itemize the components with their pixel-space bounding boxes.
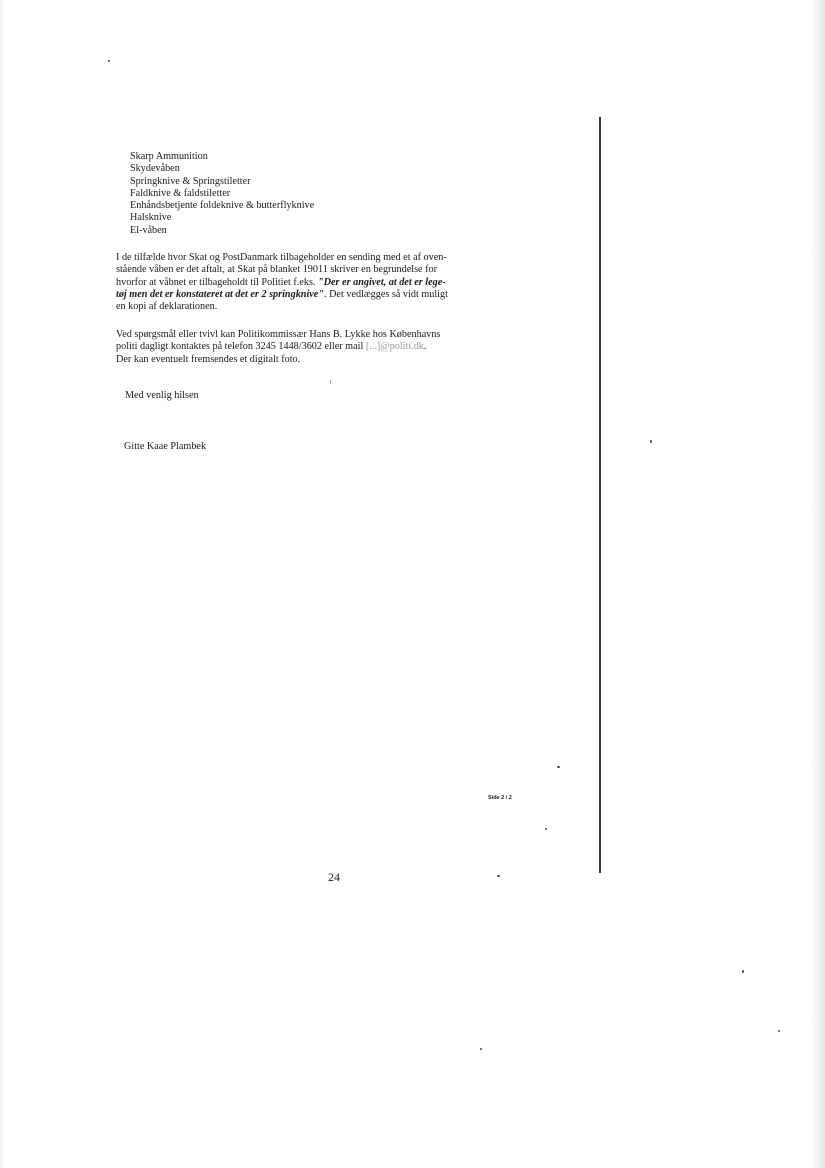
closing-greeting: Med venlig hilsen xyxy=(125,390,199,401)
text-fragment: . xyxy=(423,341,427,353)
scan-speck xyxy=(480,1048,482,1050)
text-line: stående våben er det aftalt, at Skat på blanket 19011 skriver en begrundelse for xyxy=(116,264,437,276)
text-line: en kopi af deklarationen. xyxy=(116,301,218,313)
text-fragment: politi dagligt kontaktes på telefon 3245 1448/3602 eller mail xyxy=(116,341,366,353)
list-item: Skydevåben xyxy=(130,163,180,175)
scan-speck xyxy=(497,875,500,877)
scan-speck xyxy=(778,1030,780,1032)
weapons-list xyxy=(130,151,510,237)
scan-speck xyxy=(742,970,744,973)
text-line xyxy=(116,289,488,301)
email-address: [...]@politi.dk xyxy=(365,341,424,353)
paragraph-procedure xyxy=(116,252,488,313)
text-fragment: hvorfor at våbnet er tilbageholdt til Politiet f.eks. xyxy=(116,276,319,288)
signature-name: Gitte Kaae Plambek xyxy=(124,441,207,452)
scan-speck xyxy=(650,440,652,443)
scan-speck xyxy=(545,828,547,830)
scan-speck xyxy=(557,766,560,768)
text-line xyxy=(116,277,488,289)
paragraph-contact xyxy=(116,329,488,366)
text-line: I de tilfælde hvor Skat og PostDanmark tilbageholder en sending med et af oven- xyxy=(116,252,447,263)
scan-speck xyxy=(108,60,110,62)
list-item: Faldknive & faldstiletter xyxy=(130,187,231,199)
page-reference: Side 2 / 2 xyxy=(488,795,512,801)
list-item: Skarp Ammunition xyxy=(130,151,208,162)
page-number: 24 xyxy=(328,870,340,884)
text-line xyxy=(116,341,488,353)
list-item: El-våben xyxy=(130,224,167,236)
binder-line xyxy=(599,117,601,873)
scan-edge-right xyxy=(811,0,825,1168)
text-line: Der kan eventuelt fremsendes et digitalt foto. xyxy=(116,353,301,365)
list-item: Springknive & Springstiletter xyxy=(130,175,251,187)
scan-edge-left xyxy=(0,0,3,1168)
list-item: Halsknive xyxy=(130,212,172,224)
text-fragment: . Det vedlægges så vidt muligt xyxy=(323,288,448,300)
scan-speck xyxy=(330,380,331,384)
quote-text: "Der er angivet, at det er lege- xyxy=(318,276,446,288)
text-line: Ved spørgsmål eller tvivl kan Politikommissær Hans B. Lykke hos Københavns xyxy=(116,329,441,340)
list-item: Enhåndsbetjente foldeknive & butterflyknive xyxy=(130,200,315,212)
quote-text: tøj men det er konstateret at det er 2 springknive" xyxy=(116,288,324,300)
